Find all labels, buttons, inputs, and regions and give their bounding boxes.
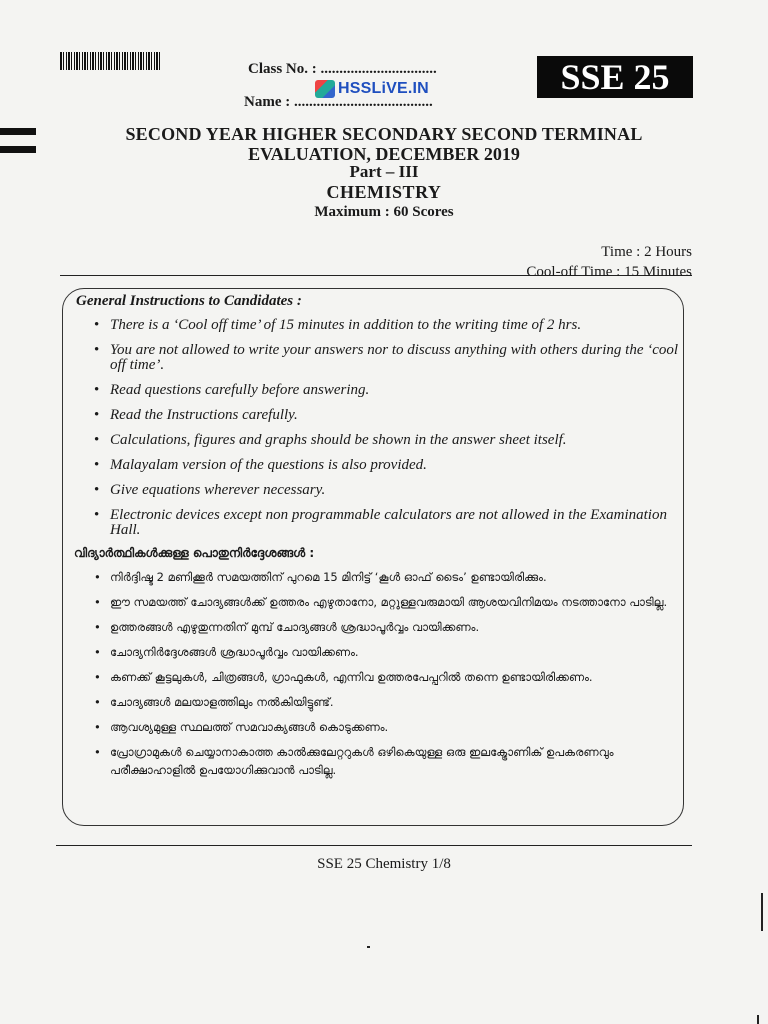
instruction-item: • There is a ‘Cool off time’ of 15 minutes in addition to the writing time of 2 hrs.	[90, 318, 680, 333]
instruction-item: • Malayalam version of the questions is also provided.	[90, 458, 680, 473]
exam-subject: CHEMISTRY	[326, 182, 442, 202]
malayalam-instruction-item: • ഈ സമയത്ത് ചോദ്യങ്ങൾക്ക് ഉത്തരം എഴുതാനോ, മറ്റുള്ളവരുമായി ആശയവിനിമയം നടത്താനോ പാടില്ല.	[90, 593, 680, 611]
scan-mark	[761, 893, 763, 931]
instruction-item: • You are not allowed to write your answers nor to discuss anything with others during the ‘cool off time’.	[90, 343, 680, 373]
scan-mark	[367, 946, 370, 948]
exam-title-line2: EVALUATION, DECEMBER 2019	[248, 144, 520, 164]
malayalam-instructions-list	[90, 568, 680, 786]
exam-time: Time : 2 Hours	[601, 244, 692, 260]
paper-code: SSE 25	[537, 56, 693, 98]
malayalam-instruction-item: • ആവശ്യമുള്ള സ്ഥലത്ത് സമവാക്യങ്ങൾ കൊടുക്കണം.	[90, 718, 680, 736]
instruction-item: • Read questions carefully before answering.	[90, 383, 680, 398]
footer-divider	[56, 845, 692, 846]
instruction-item: • Calculations, figures and graphs should be shown in the answer sheet itself.	[90, 433, 680, 448]
malayalam-instruction-item: • കണക്ക് കൂട്ടലുകൾ, ചിത്രങ്ങൾ, ഗ്രാഫുകൾ, എന്നിവ ഉത്തരപേപ്പറിൽ തന്നെ ഉണ്ടായിരിക്കണം.	[90, 668, 680, 686]
malayalam-instructions-title: വിദ്യാർത്ഥികൾക്കുള്ള പൊതുനിർദ്ദേശങ്ങൾ :	[74, 546, 315, 560]
instructions-title: General Instructions to Candidates :	[76, 293, 302, 309]
barcode	[60, 52, 162, 70]
instruction-item: • Read the Instructions carefully.	[90, 408, 680, 423]
instruction-item: • Give equations wherever necessary.	[90, 483, 680, 498]
name-field: Name : .....................................	[244, 94, 433, 110]
exam-part: Part – III	[349, 162, 419, 181]
instruction-item: • Electronic devices except non programmable calculators are not allowed in the Examination Hall.	[90, 508, 680, 538]
exam-title-line1: SECOND YEAR HIGHER SECONDARY SECOND TERMINAL	[125, 124, 643, 144]
malayalam-instruction-item: • ചോദ്യങ്ങൾ മലയാളത്തിലും നൽകിയിട്ടുണ്ട്.	[90, 693, 680, 711]
scan-mark	[757, 1015, 759, 1024]
malayalam-instruction-item: • ഉത്തരങ്ങൾ എഴുതുന്നതിന് മുമ്പ് ചോദ്യങ്ങൾ ശ്രദ്ധാപൂർവ്വം വായിക്കണം.	[90, 618, 680, 636]
max-scores: Maximum : 60 Scores	[314, 204, 454, 220]
logo-text: HSSLiVE.IN	[338, 80, 429, 97]
english-instructions-list	[90, 318, 680, 548]
malayalam-instruction-item: • നിർദ്ദിഷ്ട 2 മണിക്കൂർ സമയത്തിന് പുറമെ 15 മിനിട്ട് ‘കൂൾ ഓഫ് ടൈം’ ഉണ്ടായിരിക്കും.	[90, 568, 680, 586]
page-footer: SSE 25 Chemistry 1/8	[317, 856, 451, 872]
class-no-field: Class No. : ...............................	[248, 61, 437, 77]
malayalam-instruction-item: • ചോദ്യനിർദ്ദേശങ്ങൾ ശ്രദ്ധാപൂർവ്വം വായിക്കണം.	[90, 643, 680, 661]
cool-off-time: Cool-off Time : 15 Minutes	[526, 264, 692, 280]
malayalam-instruction-item: • പ്രോഗ്രാമുകൾ ചെയ്യാനാകാത്ത കാൽക്കുലേറ്ററുകൾ ഒഴികെയുള്ള ഒരു ഇലക്ട്രോണിക് ഉപകരണവും പരീക്ഷാഹാളിൽ ഉപയോഗിക്കുവാൻ പാടില്ല.	[90, 743, 680, 779]
